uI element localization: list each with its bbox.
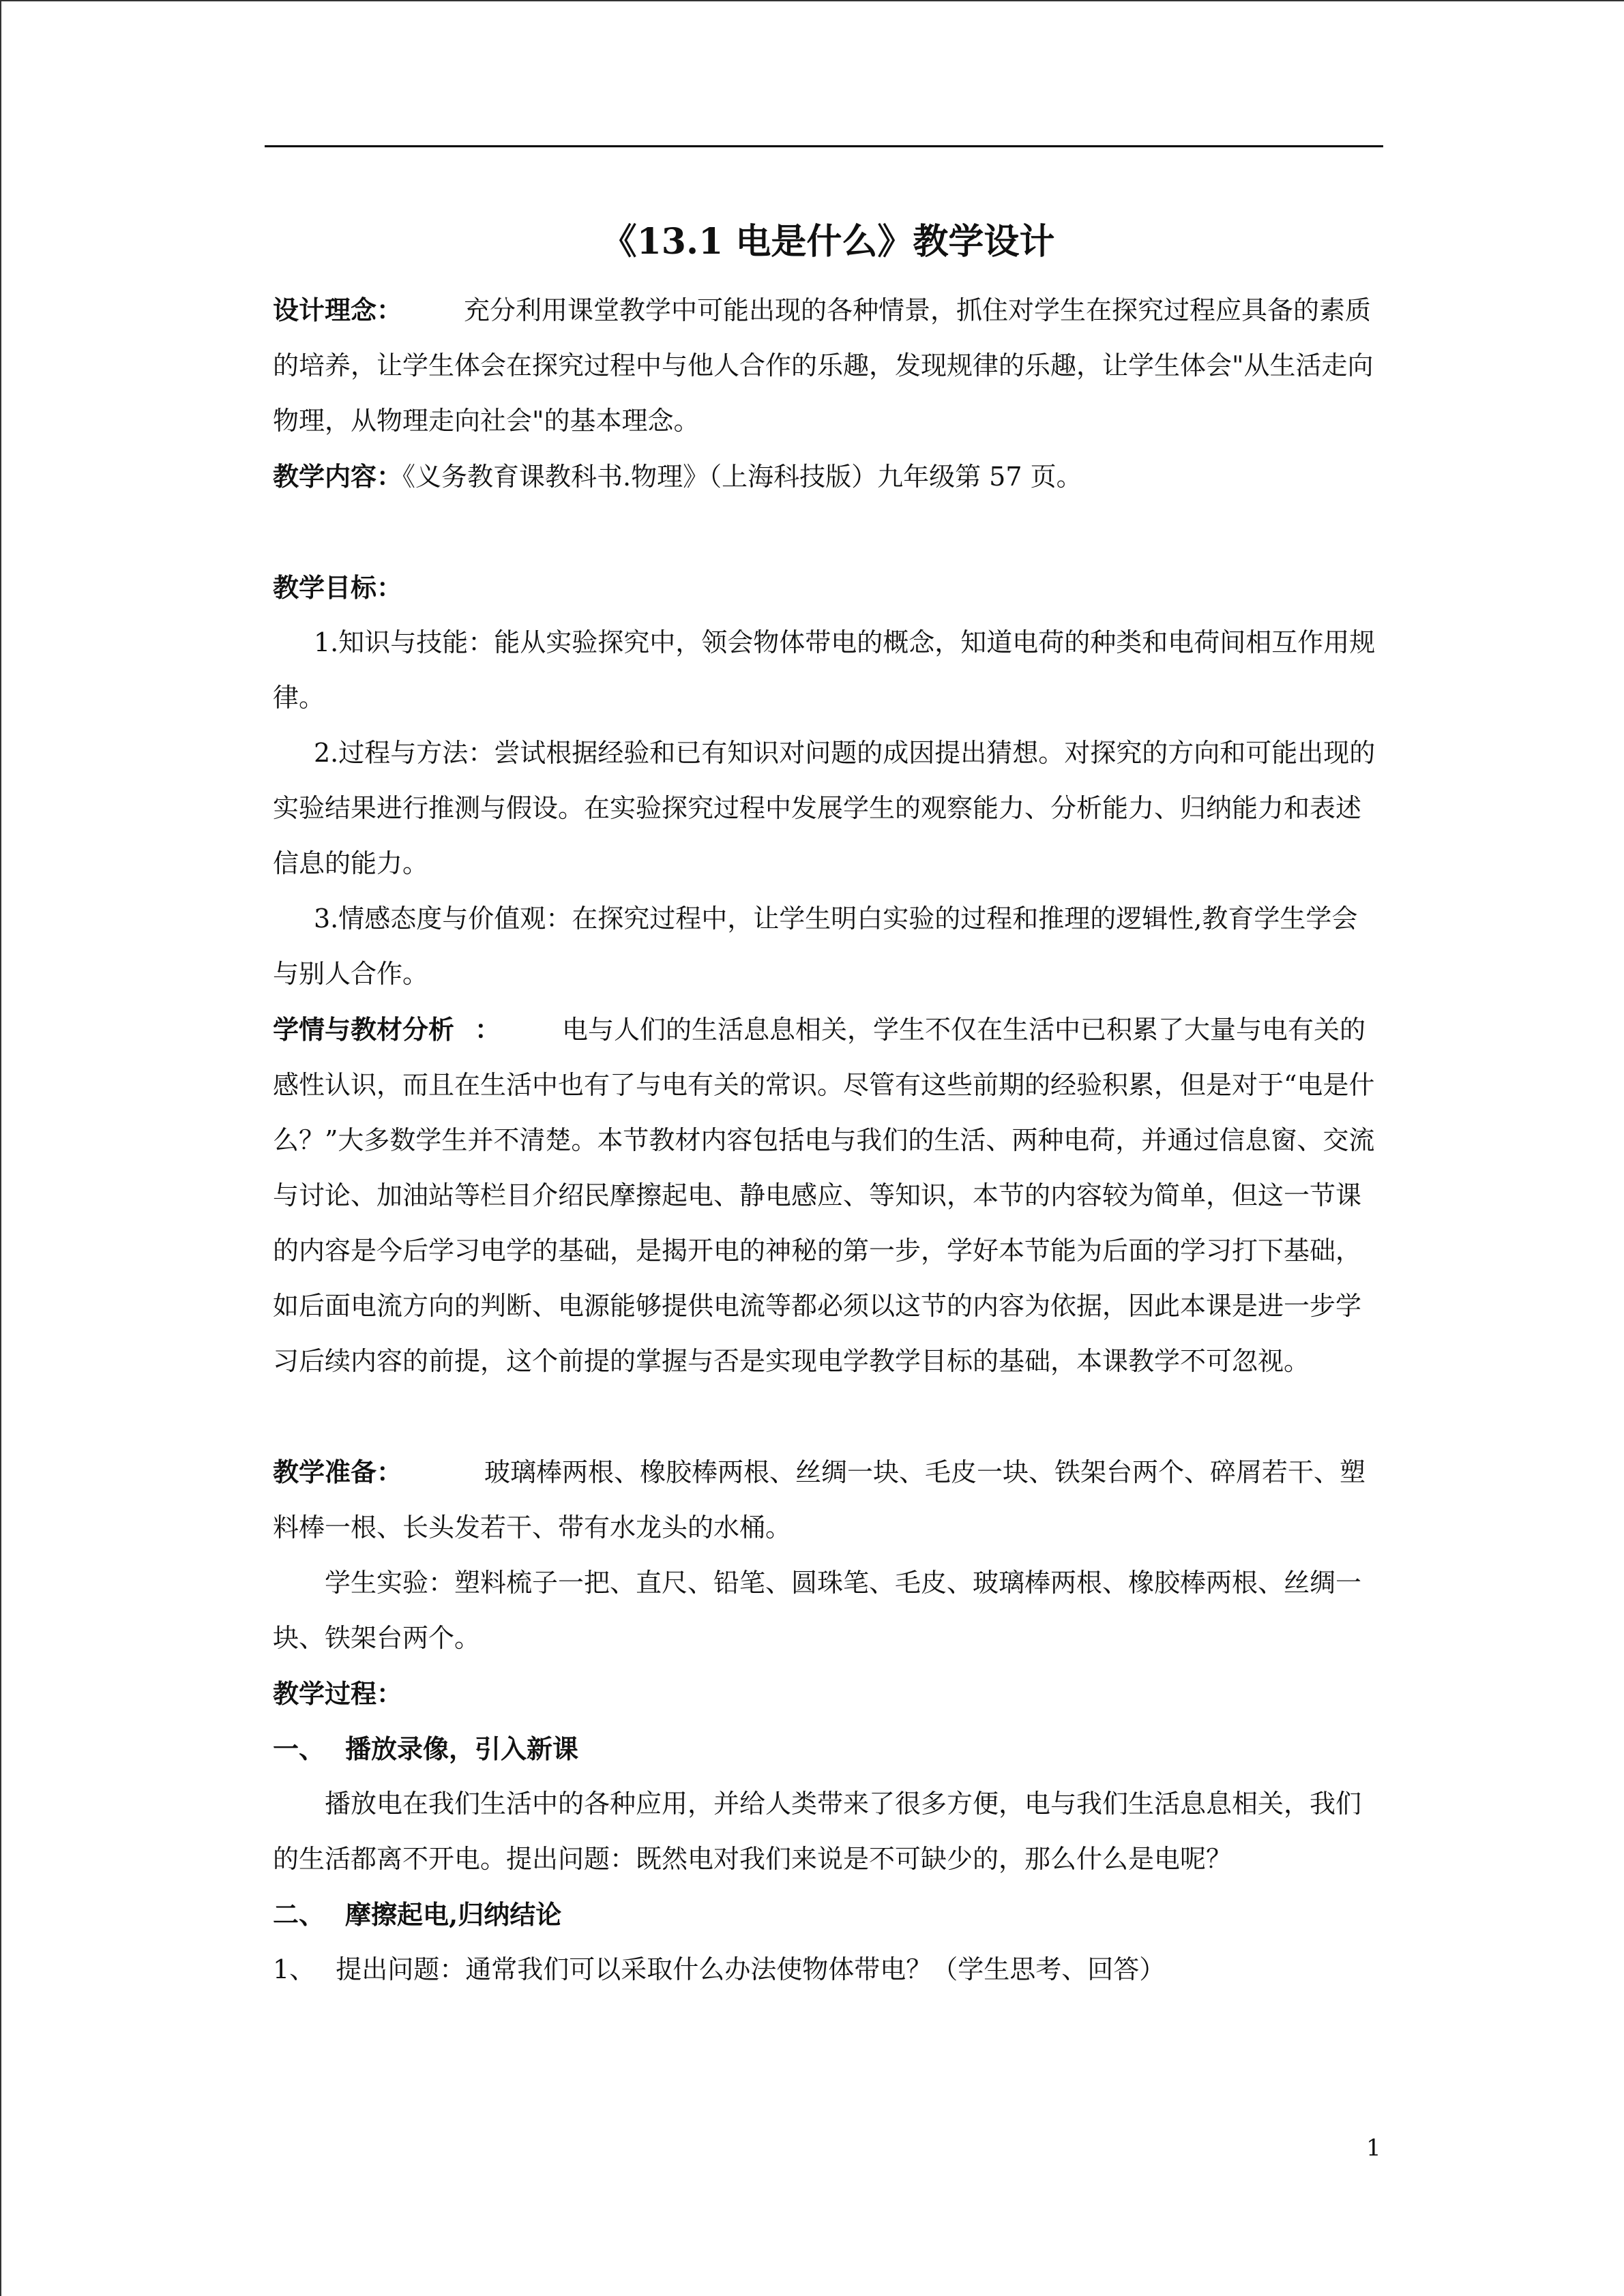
section-2-item-1-number: 1、 xyxy=(273,1954,316,1984)
teaching-content-text: 《义务教育课教科书.物理》（上海科技版）九年级第 57 页。 xyxy=(402,462,1082,492)
analysis-colon: ： xyxy=(475,1014,501,1045)
preparation-label: 教学准备： xyxy=(273,1457,403,1487)
design-concept-paragraph xyxy=(273,282,1383,449)
page-number: 1 xyxy=(1366,2134,1381,2162)
teaching-content-label: 教学内容： xyxy=(273,461,403,492)
process-label: 教学过程： xyxy=(273,1678,403,1709)
analysis-label: 学情与教材分析 xyxy=(273,1014,455,1045)
analysis-paragraph xyxy=(273,1002,1383,1389)
student-experiment-paragraph: 学生实验：塑料梳子一把、直尺、铅笔、圆珠笔、毛皮、玻璃棒两根、橡胶棒两根、丝绸一块、铁架台两个。 xyxy=(273,1568,1362,1653)
section-2-item-1-text: 提出问题：通常我们可以采取什么办法使物体带电？（学生思考、回答） xyxy=(336,1954,1166,1984)
section-2-heading xyxy=(273,1887,1383,1942)
preparation-text: 玻璃棒两根、橡胶棒两根、丝绸一块、毛皮一块、铁架台两个、碎屑若干、塑料棒一根、长头发若干、带有水龙头的水桶。 xyxy=(273,1457,1366,1542)
design-concept-label: 设计理念： xyxy=(273,295,403,325)
header-rule xyxy=(265,145,1383,147)
section-2-title: 摩擦起电,归纳结论 xyxy=(345,1899,562,1930)
document-title: 《13.1 电是什么》教学设计 xyxy=(601,221,1055,263)
preparation-paragraph xyxy=(273,1444,1383,1555)
objectives-label: 教学目标： xyxy=(273,572,403,603)
objective-item-2: 2.过程与方法：尝试根据经验和已有知识对问题的成因提出猜想。对探究的方向和可能出现的实验结果进行推测与假设。在实验探究过程中发展学生的观察能力、分析能力、归纳能力和表述信息的能力。 xyxy=(273,738,1376,878)
section-2-item-1 xyxy=(273,1942,1383,1997)
section-2-number: 二、 xyxy=(273,1899,325,1930)
document-body xyxy=(273,205,1383,1997)
teaching-content-paragraph xyxy=(273,449,1383,505)
section-1-heading xyxy=(273,1721,1383,1776)
objective-item-3: 3.情感态度与价值观：在探究过程中，让学生明白实验的过程和推理的逻辑性,教育学生学会与别人合作。 xyxy=(273,904,1358,989)
objective-item-1: 1.知识与技能：能从实验探究中，领会物体带电的概念，知道电荷的种类和电荷间相互作用规律。 xyxy=(273,627,1376,713)
design-concept-text: 充分利用课堂教学中可能出现的各种情景，抓住对学生在探究过程应具备的素质的培养，让学生体会在探究过程中与他人合作的乐趣，发现规律的乐趣，让学生体会"从生活走向物理，从物理走向社会"的基本理念。 xyxy=(273,295,1374,436)
section-1-number: 一、 xyxy=(273,1733,325,1764)
section-1-title: 播放录像，引入新课 xyxy=(345,1733,579,1764)
section-1-text: 播放电在我们生活中的各种应用，并给人类带来了很多方便，电与我们生活息息相关，我们的生活都离不开电。提出问题：既然电对我们来说是不可缺少的，那么什么是电呢？ xyxy=(273,1789,1362,1874)
analysis-text: 电与人们的生活息息相关，学生不仅在生活中已积累了大量与电有关的感性认识，而且在生活中也有了与电有关的常识。尽管有这些前期的经验积累，但是对于“电是什么？”大多数学生并不清楚。本节教材内容包括电与我们的生活、两种电荷，并通过信息窗、交流与讨论、加油站等栏目介绍民摩擦起电、静电感应、等知识，本节的内容较为简单，但这一节课的内容是今后学习电学的基础，是揭开电的神秘的第一步，学好本节能为后面的学习打下基础，如后面电流方向的判断、电源能够提供电流等都必须以这节的内容为依据，因此本课是进一步学习后续内容的前提，这个前提的掌握与否是实现电学教学目标的基础，本课教学不可忽视。 xyxy=(273,1015,1375,1376)
